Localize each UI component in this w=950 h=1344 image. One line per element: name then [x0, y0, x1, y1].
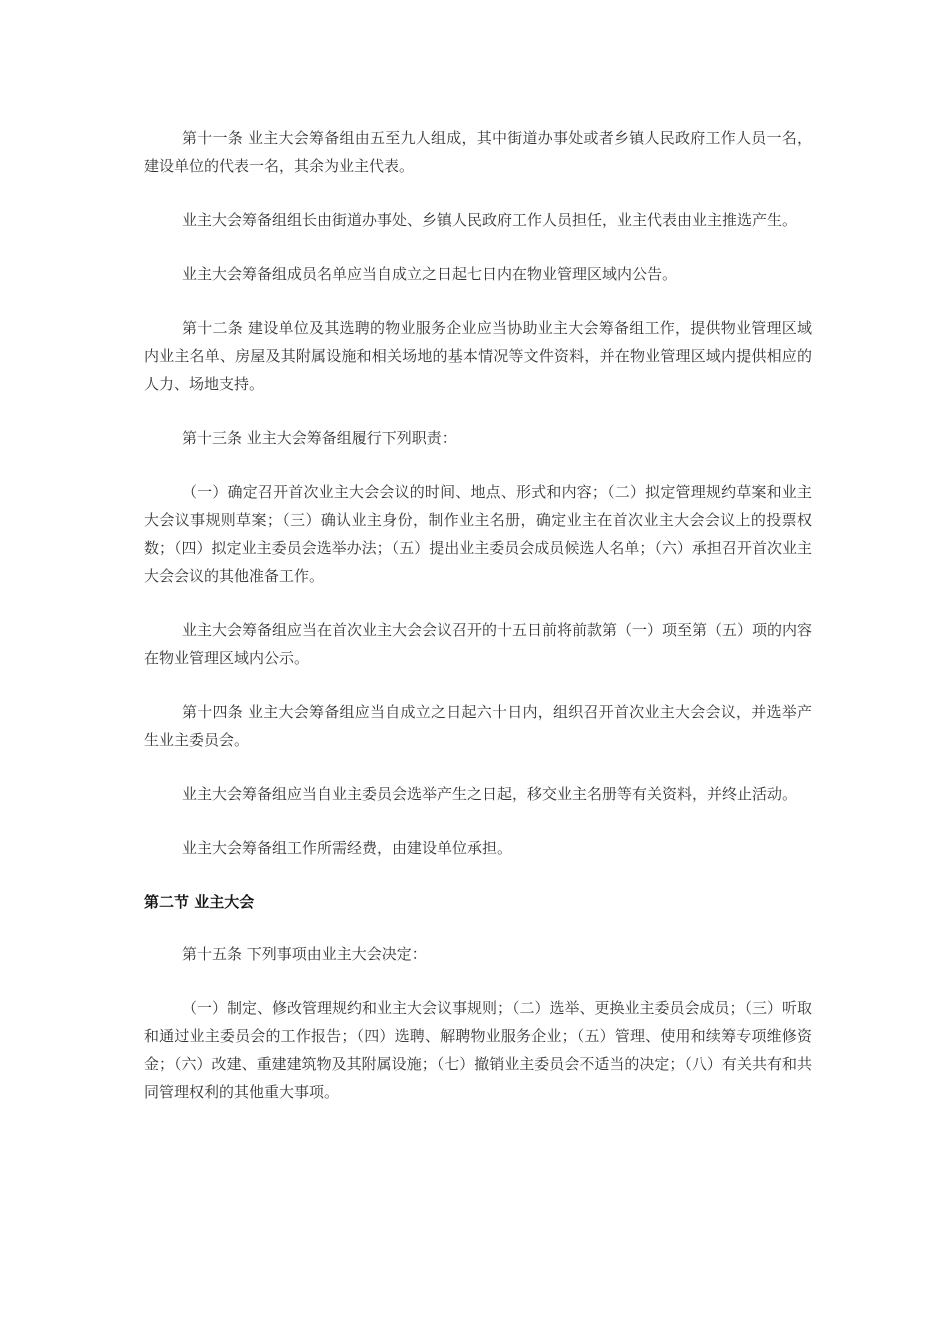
- article-13-paragraph: 第十三条 业主大会筹备组履行下列职责：: [182, 429, 457, 447]
- article-14-handover-paragraph: 业主大会筹备组应当自业主委员会选举产生之日起，移交业主名册等有关资料，并终止活动。: [182, 785, 798, 803]
- article-11-paragraph: 第十一条 业主大会筹备组由五至九人组成，其中街道办事处或者乡镇人民政府工作人员一名，建设单位的代表一名，其余为业主代表。: [144, 129, 812, 175]
- section-heading: 第二节 业主大会: [144, 893, 255, 911]
- article-15-paragraph: 第十五条 下列事项由业主大会决定：: [182, 945, 427, 963]
- article-14-paragraph: 第十四条 业主大会筹备组应当自成立之日起六十日内，组织召开首次业主大会会议，并选举产生业主委员会。: [144, 703, 812, 749]
- article-12-paragraph: 第十二条 建设单位及其选聘的物业服务企业应当协助业主大会筹备组工作，提供物业管理区域内业主名单、房屋及其附属设施和相关场地的基本情况等文件资料，并在物业管理区域内提供相应的人力、场地支持。: [144, 319, 812, 393]
- article-13-duties-list: （一）确定召开首次业主大会会议的时间、地点、形式和内容；（二）拟定管理规约草案和业主大会议事规则草案；（三）确认业主身份，制作业主名册，确定业主在首次业主大会会议上的投票权数；（四）拟定业主委员会选举办法；（五）提出业主委员会成员候选人名单；（六）承担召开首次业主大会会议的其他准备工作。: [144, 483, 812, 585]
- article-15-matters-list: （一）制定、修改管理规约和业主大会议事规则；（二）选举、更换业主委员会成员；（三）听取和通过业主委员会的工作报告；（四）选聘、解聘物业服务企业；（五）管理、使用和续筹专项维修资金；（六）改建、重建建筑物及其附属设施；（七）撤销业主委员会不适当的决定；（八）有关共有和共同管理权利的其他重大事项。: [144, 999, 813, 1101]
- article-11-leader-paragraph: 业主大会筹备组组长由街道办事处、乡镇人民政府工作人员担任，业主代表由业主推选产生。: [182, 211, 798, 229]
- article-11-announcement-paragraph: 业主大会筹备组成员名单应当自成立之日起七日内在物业管理区域内公告。: [182, 265, 678, 283]
- article-13-publicity-paragraph: 业主大会筹备组应当在首次业主大会会议召开的十五日前将前款第（一）项至第（五）项的内容在物业管理区域内公示。: [144, 621, 813, 667]
- article-14-funding-paragraph: 业主大会筹备组工作所需经费，由建设单位承担。: [182, 839, 513, 857]
- document-body: [144, 124, 812, 1132]
